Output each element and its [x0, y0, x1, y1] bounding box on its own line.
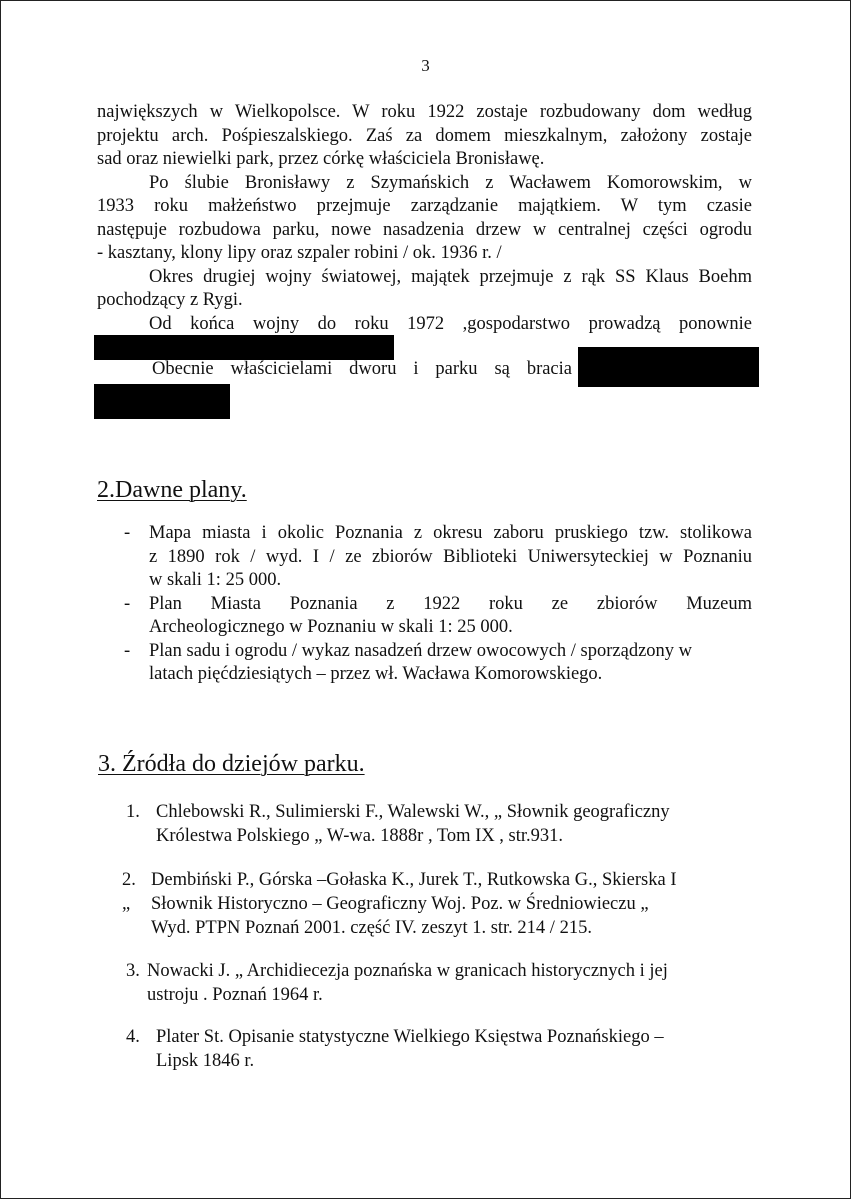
reference-item	[126, 800, 670, 848]
list-dash: -	[124, 640, 131, 661]
section-heading-plans: 2.Dawne plany.	[97, 477, 247, 503]
reference-line: Dembiński P., Górska –Gołaska K., Jurek T., Rutkowska G., Skierska I	[151, 870, 677, 890]
section-heading-sources: 3. Źródła do dziejów parku.	[98, 751, 365, 777]
reference-item	[126, 1025, 664, 1073]
reference-line: Królestwa Polskiego „ W-wa. 1888r , Tom IX , str.931.	[156, 826, 564, 846]
list-item-line: latach pięćdziesiątych – przez wł. Wacława Komorowskiego.	[149, 664, 603, 684]
list-item-line: Plan Miasta Poznania z 1922 roku ze zbiorów Muzeum	[149, 593, 752, 614]
intro-line: projektu arch. Pośpieszalskiego. Zaś za domem mieszkalnym, założony zostaje	[97, 125, 752, 146]
intro-line: największych w Wielkopolsce. W roku 1922 zostaje rozbudowany dom według	[97, 102, 752, 122]
owners-line	[152, 358, 572, 382]
list-item-line: z 1890 rok / wyd. I / ze zbiorów Biblioteki Uniwersyteckiej w Poznaniu	[149, 546, 752, 567]
page-number: 3	[421, 56, 430, 75]
paragraph-line: Obecnie właścicielami dworu i parku są bracia	[152, 359, 572, 379]
reference-item	[122, 868, 677, 940]
list-dash: -	[124, 523, 131, 543]
paragraph-line: Po ślubie Bronisławy z Szymańskich z Wacławem Komorowskim, w	[149, 172, 752, 193]
redaction-block	[578, 347, 759, 387]
redaction-block	[94, 335, 394, 360]
redaction-block	[94, 384, 230, 419]
list-item-line: Plan sadu i ogrodu / wykaz nasadzeń drzew owocowych / sporządzony w	[149, 640, 693, 661]
intro-text	[97, 101, 752, 336]
reference-line: Lipsk 1846 r.	[156, 1051, 255, 1071]
list-item	[124, 593, 752, 640]
reference-line: Słownik Historyczno – Geograficzny Woj. Poz. w Średniowieczu „	[151, 894, 649, 914]
paragraph-line: pochodzący z Rygi.	[97, 290, 243, 310]
list-item	[124, 522, 752, 593]
list-item-line: Archeologicznego w Poznaniu w skali 1: 25 000.	[149, 617, 513, 637]
reference-line: Plater St. Opisanie statystyczne Wielkiego Księstwa Poznańskiego –	[156, 1027, 664, 1047]
reference-item	[126, 959, 668, 1007]
list-item	[124, 640, 752, 687]
reference-line: Nowacki J. „ Archidiecezja poznańska w granicach historycznych i jej	[147, 961, 668, 981]
reference-number: 1.	[126, 802, 140, 822]
reference-number: 2.	[122, 870, 136, 890]
paragraph-line: Od końca wojny do roku 1972 ,gospodarstwo prowadzą ponownie	[149, 313, 752, 334]
intro-line: sad oraz niewielki park, przez córkę właściciela Bronisławę.	[97, 149, 545, 169]
paragraph-line: 1933 roku małżeństwo przejmuje zarządzanie majątkiem. W tym czasie	[97, 196, 752, 216]
reference-number: 4.	[126, 1027, 140, 1047]
list-dash: -	[124, 593, 131, 614]
reference-line: ustroju . Poznań 1964 r.	[147, 985, 323, 1005]
reference-number: 3.	[126, 961, 140, 981]
reference-quote-mark: „	[122, 894, 131, 914]
reference-line: Chlebowski R., Sulimierski F., Walewski W., „ Słownik geograficzny	[156, 802, 670, 822]
list-item-line: w skali 1: 25 000.	[149, 570, 282, 590]
plans-list	[124, 522, 752, 687]
paragraph-line: Okres drugiej wojny światowej, majątek przejmuje z rąk SS Klaus Boehm	[149, 266, 752, 287]
reference-line: Wyd. PTPN Poznań 2001. część IV. zeszyt 1. str. 214 / 215.	[151, 918, 592, 938]
list-item-line: Mapa miasta i okolic Poznania z okresu zaboru pruskiego tzw. stolikowa	[149, 523, 752, 543]
paragraph-line: - kasztany, klony lipy oraz szpaler robini / ok. 1936 r. /	[97, 243, 502, 263]
paragraph-line: następuje rozbudowa parku, nowe nasadzenia drzew w centralnej części ogrodu	[97, 219, 752, 240]
